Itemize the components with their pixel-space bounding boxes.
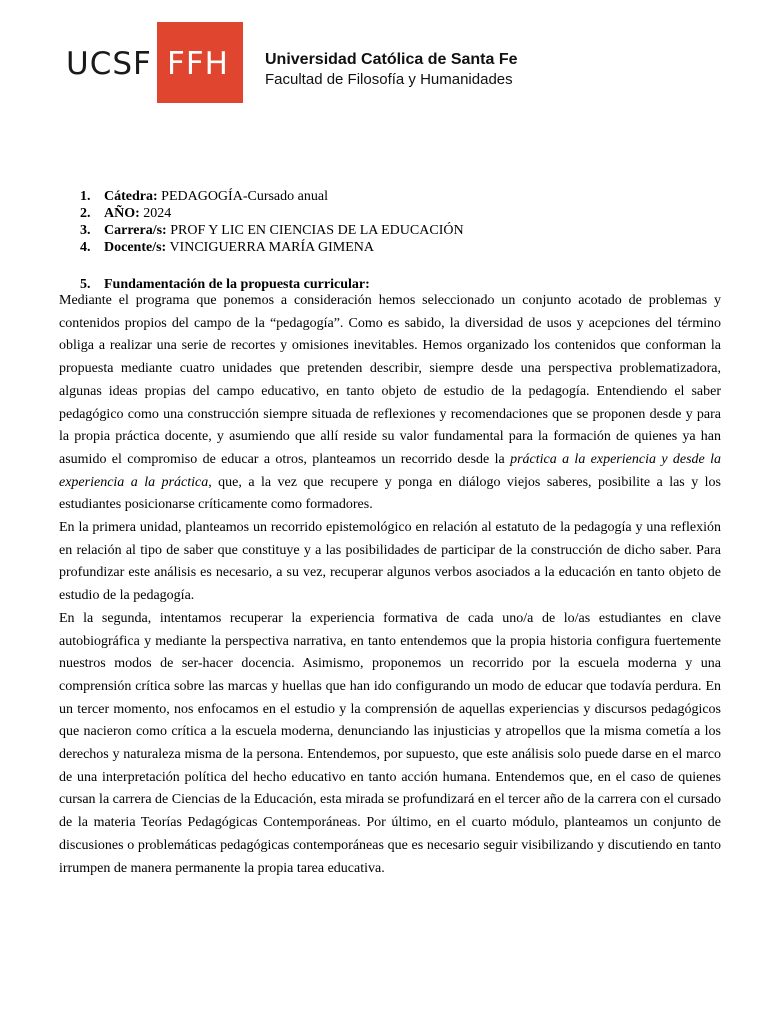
body-text [59, 290, 721, 880]
paragraph-1-end: , que, a la vez que recupere y ponga en diálogo viejos saberes, posibilite a las y los estudiantes posicionarse críticamente como formadores. [59, 474, 721, 513]
item-label: Carrera/s: [104, 223, 167, 238]
item-value: PEDAGOGÍA-Cursado anual [157, 189, 328, 204]
institution-header [265, 50, 518, 89]
logo-ffh-box [157, 22, 243, 103]
university-name: Universidad Católica de Santa Fe [265, 51, 518, 68]
item-number: 1. [80, 189, 91, 204]
paragraph-1 [59, 290, 721, 517]
item-number: 2. [80, 206, 91, 221]
item-value: VINCIGUERRA MARÍA GIMENA [166, 240, 375, 255]
info-item-ano [80, 205, 464, 222]
faculty-name: Facultad de Filosofía y Humanidades [265, 71, 513, 88]
paragraph-3: En la segunda, intentamos recuperar la experiencia formativa de cada uno/a de lo/as estudiantes en clave autobiográfica y mediante la perspectiva narrativa, en tanto entendemos que la propia historia configura fuertemente nuestros modos de ser-hacer docencia. Asimismo, proponemos un recorrido por la escuela moderna y una comprensión crítica sobre las marcas y huellas que han ido configurando un modo de educar que todavía perdura. En un tercer momento, nos enfocamos en el estudio y la comprensión de aquellas experiencias y discursos pedagógicos que nacieron como crítica a la escuela moderna, denunciando las injusticias y atropellos que la misma cometía a los derechos y naturaleza misma de la persona. Entendemos, por supuesto, que este análisis solo puede darse en el marco de una interpretación política del hecho educativo en tanto acción humana. Entendemos que, en el caso de quienes cursan la carrera de Ciencias de la Educación, esta mirada se profundizará en el tercer año de la carrera con el cursado de la materia Teorías Pedagógicas Contemporáneas. Por último, en el cuarto módulo, planteamos un conjunto de discusiones o problemáticas pedagógicas contemporáneas que es necesario seguir visibilizando y discutiendo en tanto irrumpen de manera permanente la propia tarea educativa. [59, 610, 721, 876]
info-item-carrera [80, 222, 464, 239]
info-item-catedra [80, 188, 464, 205]
paragraph-1-start: Mediante el programa que ponemos a consideración hemos seleccionado un conjunto acotado de problemas y contenidos propios del campo de la “pedagogía”. Como es sabido, la diversidad de usos y acepciones del término obliga a realizar una serie de recortes y omisiones inevitables. Hemos organizado los contenidos que conforman la propuesta mediante cuatro unidades que pretenden describir, siempre desde una perspectiva problematizadora, algunas ideas propias del campo educativo, en tanto objeto de estudio de la pedagogía. Entendiendo el saber pedagógico como una construcción siempre situada de reflexiones y recomendaciones que se proponen desde y para la propia práctica docente, y asumiendo que allí reside su valor fundamental para la formación de quienes ya han asumido el compromiso de educar a otros, planteamos un recorrido desde la [59, 293, 721, 467]
info-item-docente [80, 239, 464, 256]
course-info-list [80, 188, 464, 256]
item-number: 4. [80, 240, 91, 255]
paragraph-1-italic: práctica a la experiencia y desde la experiencia a la práctica [59, 451, 722, 490]
paragraph-2: En la primera unidad, planteamos un recorrido epistemológico en relación al estatuto de la pedagogía y una reflexión en relación al tipo de saber que constituye y a las posibilidades de participar de la construcción de dicho saber. Para profundizar este análisis es necesario, a su vez, recuperar algunos verbos asociados a la educación en tanto objeto de estudio de la pedagogía. [59, 520, 721, 604]
item-label: Cátedra: [104, 189, 158, 204]
logo-ucsf-text: UCSF [66, 46, 152, 82]
item-label: Docente/s: [104, 240, 167, 255]
section-title: Fundamentación de la propuesta curricular: [104, 277, 370, 292]
logo-ffh-text: FFH [167, 46, 229, 82]
item-value: 2024 [139, 206, 172, 221]
item-number: 3. [80, 223, 91, 238]
item-label: AÑO: [104, 206, 140, 221]
item-value: PROF Y LIC EN CIENCIAS DE LA EDUCACIÓN [166, 223, 464, 238]
section-number: 5. [80, 277, 91, 292]
